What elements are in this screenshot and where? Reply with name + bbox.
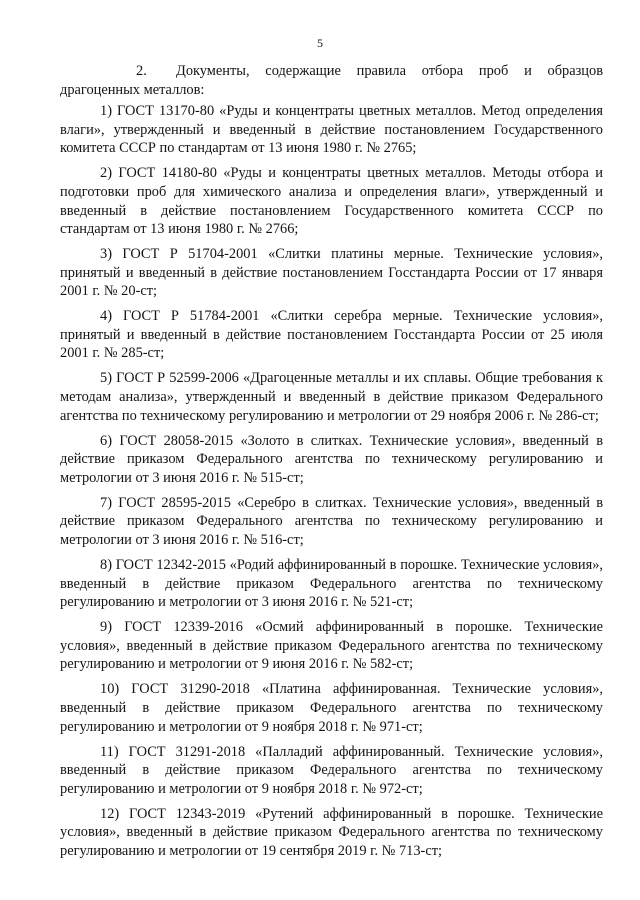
list-item-1: 1) ГОСТ 13170-80 «Руды и концентраты цветных металлов. Метод определения влаги», утвержденный и введенный в действие постановлением Государственного комитета СССР по стандартам от 13 июня 1980 г. № 2765;: [60, 103, 603, 157]
list-item-6: 6) ГОСТ 28058-2015 «Золото в слитках. Технические условия», введенный в действие приказом Федерального агентства по техническому регулированию и метрологии от 3 июня 2016 г. № 515-ст;: [60, 432, 603, 486]
list-item-2: 2) ГОСТ 14180-80 «Руды и концентраты цветных металлов. Методы отбора и подготовки проб для химического анализа и определения влаги», утвержденный и введенный в действие постановлением Государственного комитета СССР по стандартам от 13 июня 1980 г. № 2766;: [60, 165, 603, 238]
document-body: [60, 62, 603, 867]
list-item-3: 3) ГОСТ Р 51704-2001 «Слитки платины мерные. Технические условия», принятый и введенный в действие постановлением Госстандарта России от 17 января 2001 г. № 20-ст;: [60, 246, 603, 300]
list-item-5: 5) ГОСТ Р 52599-2006 «Драгоценные металлы и их сплавы. Общие требования к методам анализа», утвержденный и введенный в действие приказом Федерального агентства по техническому регулированию и метрологии от 29 ноября 2006 г. № 286-ст;: [60, 370, 603, 424]
list-item-11: 11) ГОСТ 31291-2018 «Палладий аффинированный. Технические условия», введенный в действие приказом Федерального агентства по техническому регулированию и метрологии от 9 ноября 2018 г. № 972-ст;: [60, 743, 603, 797]
list-item-8: 8) ГОСТ 12342-2015 «Родий аффинированный в порошке. Технические условия», введенный в действие приказом Федерального агентства по техническому регулированию и метрологии от 3 июня 2016 г. № 521-ст;: [60, 556, 603, 611]
section-number: 2.: [136, 63, 147, 79]
list-item-12: 12) ГОСТ 12343-2019 «Рутений аффинированный в порошке. Технические условия», введенный в действие приказом Федерального агентства по техническому регулированию и метрологии от 19 сентября 2019 г. № 713-ст;: [60, 805, 603, 859]
page-number: 5: [317, 36, 323, 50]
list-item-7: 7) ГОСТ 28595-2015 «Серебро в слитках. Технические условия», введенный в действие приказом Федерального агентства по техническому регулированию и метрологии от 3 июня 2016 г. № 516-ст;: [60, 494, 603, 548]
section-heading: [60, 62, 603, 99]
list-item-9: 9) ГОСТ 12339-2016 «Осмий аффинированный в порошке. Технические условия», введенный в действие приказом Федерального агентства по техническому регулированию и метрологии от 9 июня 2016 г. № 582-ст;: [60, 619, 603, 673]
list-item-4: 4) ГОСТ Р 51784-2001 «Слитки серебра мерные. Технические условия», принятый и введенный в действие постановлением Госстандарта России от 25 июля 2001 г. № 285-ст;: [60, 308, 603, 362]
section-title: Документы, содержащие правила отбора проб и образцов драгоценных металлов:: [60, 63, 603, 98]
list-item-10: 10) ГОСТ 31290-2018 «Платина аффинированная. Технические условия», введенный в действие приказом Федерального агентства по техническому регулированию и метрологии от 9 ноября 2018 г. № 971-ст;: [60, 681, 603, 735]
